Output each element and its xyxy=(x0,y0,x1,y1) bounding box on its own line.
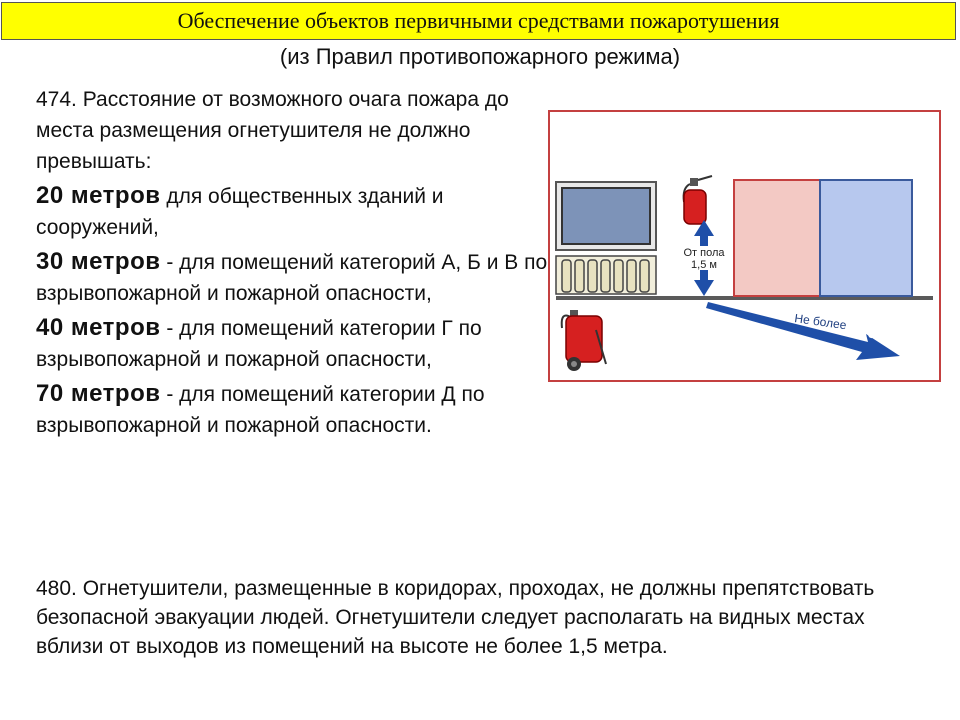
rule-474-item xyxy=(36,246,556,309)
rule-474-intro: 474. Расстояние от возможного очага пожара до места размещения огнетушителя не должно превышать: xyxy=(36,88,509,173)
distance-label-line1: Не более xyxy=(793,311,848,333)
item-text: для общественных зданий и сооружений, xyxy=(36,185,444,239)
rule-474-item xyxy=(36,378,556,441)
distance-value: 30 метров xyxy=(36,248,161,275)
page-subtitle: (из Правил противопожарного режима) xyxy=(279,44,681,69)
item-text: - для помещений категории Д по взрывопожарной и пожарной опасности. xyxy=(36,383,485,437)
height-label-line1: От пола xyxy=(683,247,725,259)
distance-label-line2: 20 м xyxy=(857,323,894,345)
door-red xyxy=(734,180,820,296)
rule-474-item xyxy=(36,180,556,243)
rule-474-item xyxy=(36,312,556,375)
page-title: Обеспечение объектов первичными средствами пожаротушения xyxy=(1,2,956,40)
height-label-line2: 1,5 м xyxy=(691,259,717,271)
wheeled-extinguisher-icon xyxy=(562,310,606,371)
rule-480: 480. Огнетушители, размещенные в коридорах, проходах, не должны препятствовать безопасной эвакуации людей. Огнетушители следует располагать на видных местах вблизи от выходов из помещений на высоте не более 1,5 метра. xyxy=(36,577,875,658)
extinguisher-placement-illustration xyxy=(548,110,941,382)
window-glass xyxy=(562,188,650,244)
rule-474 xyxy=(36,84,556,441)
item-text: - для помещений категорий А, Б и В по взрывопожарной и пожарной опасности, xyxy=(36,251,548,305)
radiator-fins xyxy=(562,260,649,292)
item-text: - для помещений категории Г по взрывопожарной и пожарной опасности, xyxy=(36,317,482,371)
distance-value: 40 метров xyxy=(36,314,161,341)
distance-value: 20 метров xyxy=(36,182,161,209)
door-blue xyxy=(820,180,912,296)
distance-value: 70 метров xyxy=(36,380,161,407)
